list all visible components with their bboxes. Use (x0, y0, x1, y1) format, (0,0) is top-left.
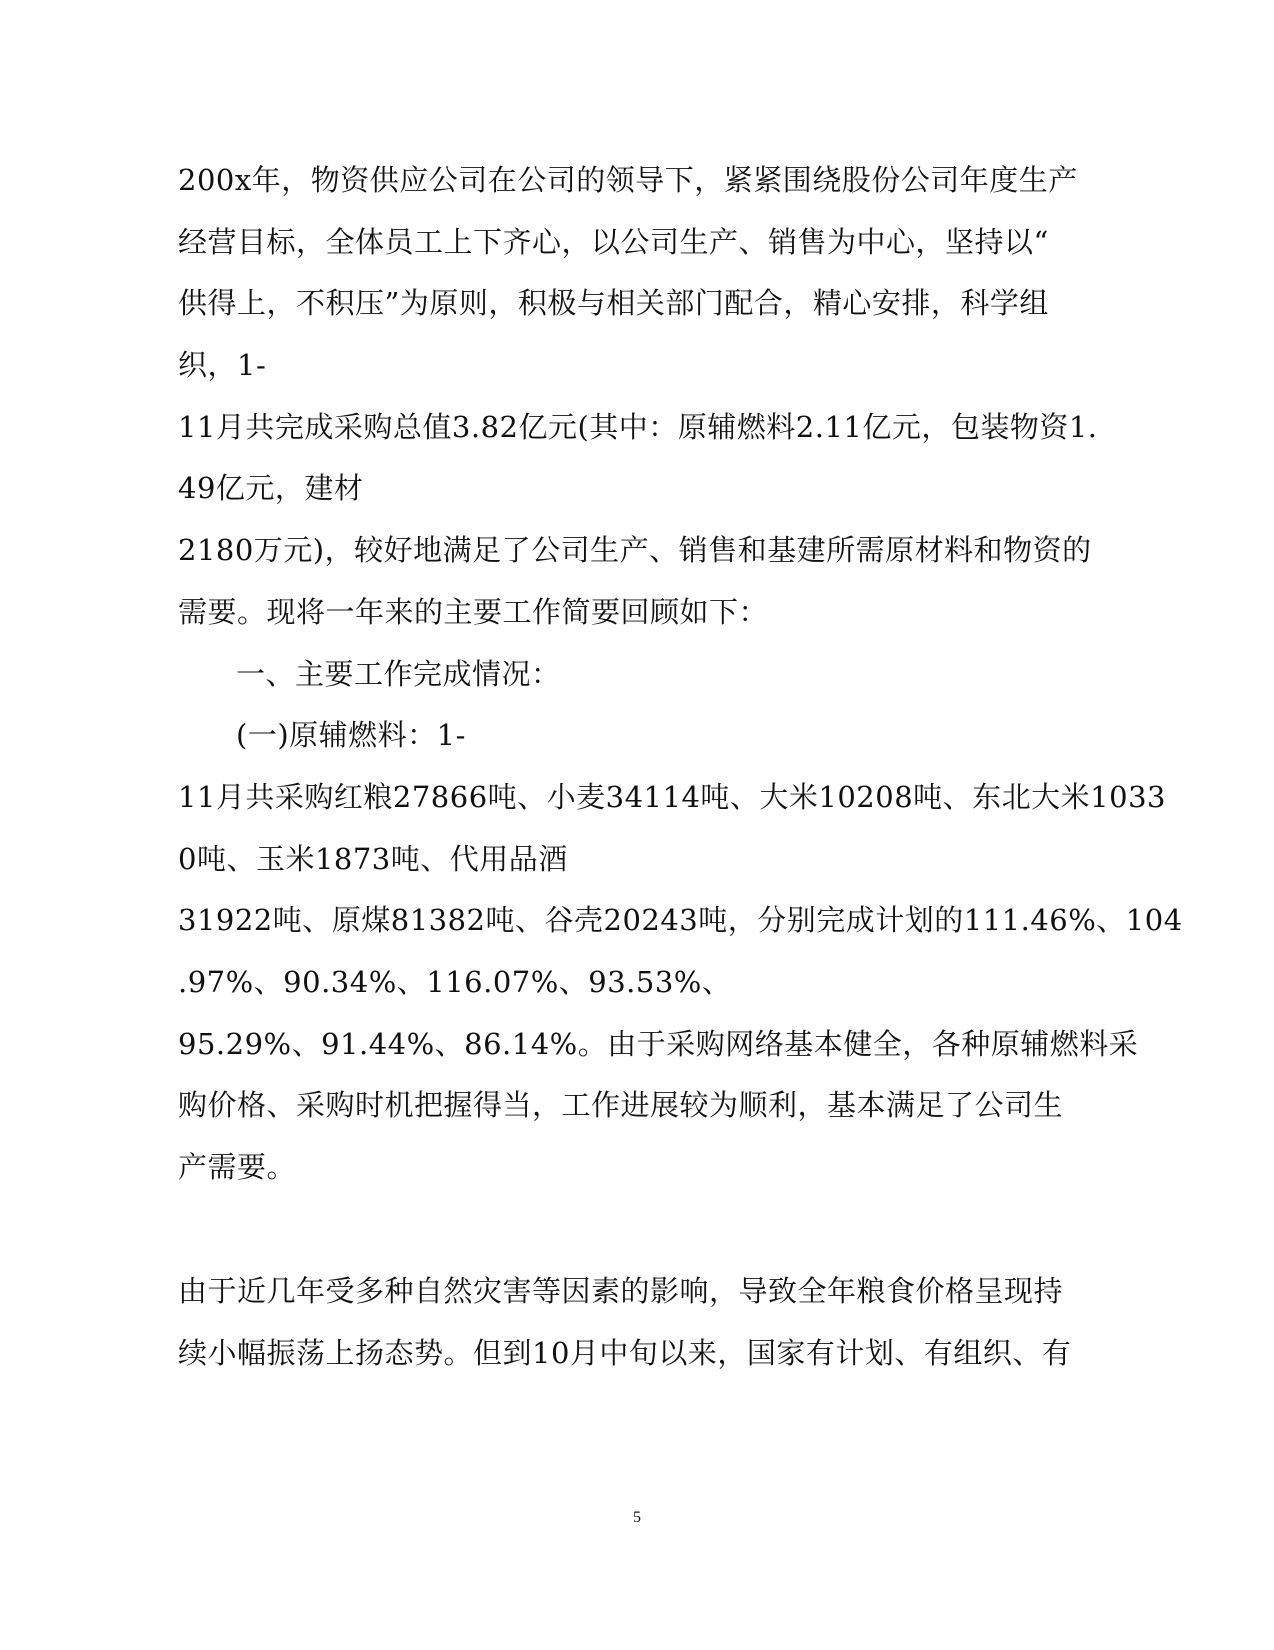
paragraph-line: 11月共完成采购总值3.82亿元(其中：原辅燃料2.11亿元，包装物资1. (178, 410, 1098, 444)
paragraph-line: 织，1- (178, 348, 267, 382)
subsection-heading: (一)原辅燃料：1- (236, 718, 466, 752)
paragraph-line: 产需要。 (178, 1150, 297, 1184)
paragraph-line: 200x年，物资供应公司在公司的领导下，紧紧围绕股份公司年度生产 (178, 163, 1078, 197)
paragraph-line: 0吨、玉米1873吨、代用品酒 (178, 842, 568, 876)
paragraph-line: 31922吨、原煤81382吨、谷壳20243吨，分别完成计划的111.46%、104 (178, 903, 1183, 937)
paragraph-line: 经营目标，全体员工上下齐心，以公司生产、销售为中心，坚持以“ (178, 225, 1049, 259)
paragraph-line: 95.29%、91.44%、86.14%。由于采购网络基本健全，各种原辅燃料采 (178, 1027, 1139, 1061)
paragraph-line: 2180万元)，较好地满足了公司生产、销售和基建所需原材料和物资的 (178, 533, 1092, 567)
paragraph-line: 11月共采购红粮27866吨、小麦34114吨、大米10208吨、东北大米1033 (178, 780, 1166, 814)
paragraph-line: 购价格、采购时机把握得当，工作进展较为顺利，基本满足了公司生 (178, 1088, 1064, 1122)
paragraph-line: 由于近几年受多种自然灾害等因素的影响，导致全年粮食价格呈现持 (178, 1274, 1064, 1308)
paragraph-line: 49亿元，建材 (178, 471, 364, 505)
section-heading: 一、主要工作完成情况： (236, 657, 561, 691)
paragraph-line: 续小幅振荡上扬态势。但到10月中旬以来，国家有计划、有组织、有 (178, 1336, 1072, 1370)
page-number: 5 (633, 1509, 641, 1526)
paragraph-line: 供得上，不积压”为原则，积极与相关部门配合，精心安排，科学组 (178, 286, 1049, 320)
paragraph-line: 需要。现将一年来的主要工作简要回顾如下： (178, 595, 769, 629)
paragraph-line: .97%、90.34%、116.07%、93.53%、 (178, 965, 732, 999)
